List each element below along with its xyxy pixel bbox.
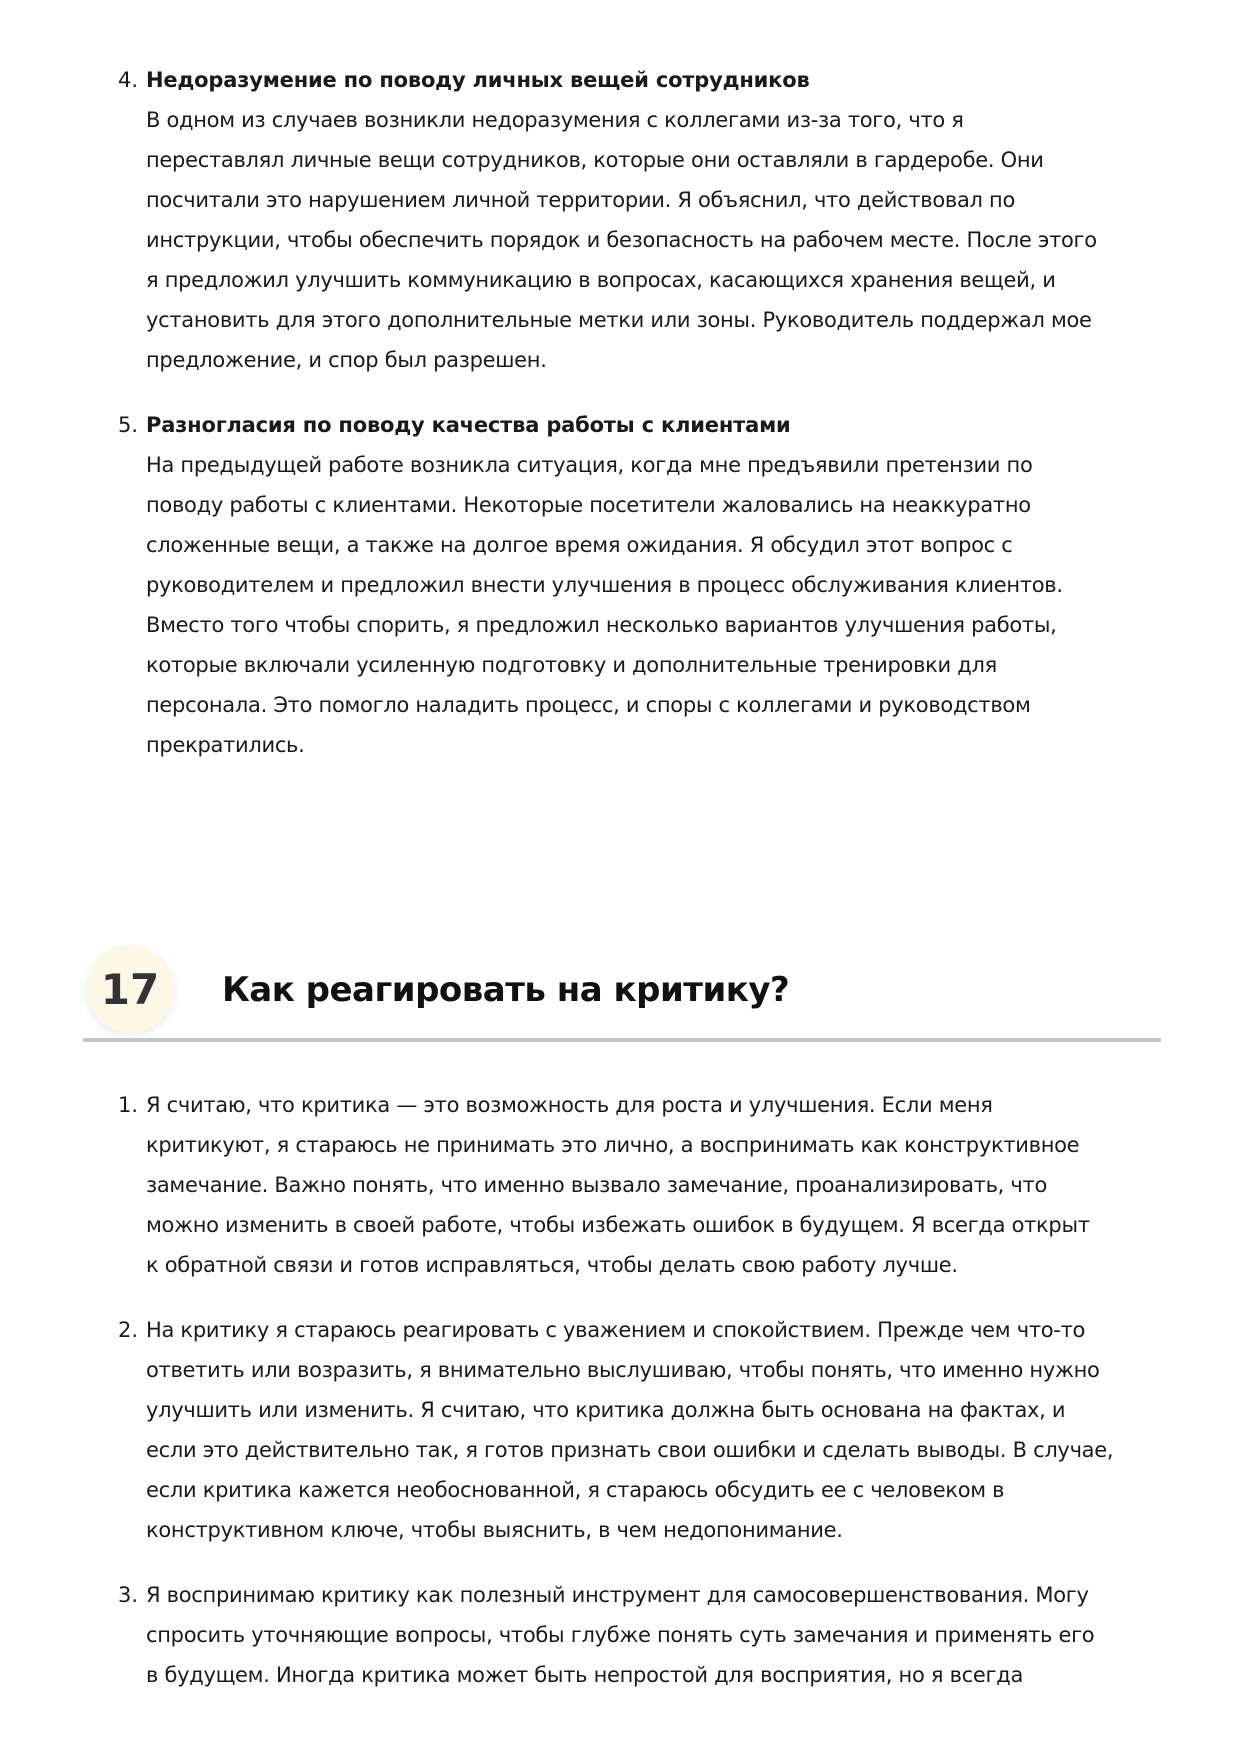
text-line: На критику я стараюсь реагировать с уважением и спокойствием. Прежде чем что-то bbox=[146, 1318, 1086, 1342]
list-item-body bbox=[146, 1310, 1178, 1550]
text-line: сложенные вещи, а также на долгое время ожидания. Я обсудил этот вопрос с bbox=[146, 533, 1013, 557]
text-line: предложение, и спор был разрешен. bbox=[146, 348, 547, 372]
list-item-body bbox=[146, 405, 1178, 765]
text-line: На предыдущей работе возникла ситуация, когда мне предъявили претензии по bbox=[146, 453, 1033, 477]
text-line: прекратились. bbox=[146, 733, 305, 757]
list-item bbox=[118, 60, 1178, 380]
text-line: улучшить или изменить. Я считаю, что критика должна быть основана на фактах, и bbox=[146, 1398, 1066, 1422]
list-item bbox=[118, 405, 1178, 765]
text-line: я предложил улучшить коммуникацию в вопросах, касающихся хранения вещей, и bbox=[146, 268, 1056, 292]
list-item-body bbox=[146, 1575, 1178, 1695]
text-line: к обратной связи и готов исправляться, чтобы делать свою работу лучше. bbox=[146, 1253, 958, 1277]
section-number-badge: 17 bbox=[86, 945, 174, 1033]
text-line: В одном из случаев возникли недоразумения с коллегами из-за того, что я bbox=[146, 108, 964, 132]
section-heading: Как реагировать на критику? bbox=[222, 970, 790, 1010]
list-item-body bbox=[146, 1085, 1178, 1285]
text-line: если критика кажется необоснованной, я стараюсь обсудить ее с человеком в bbox=[146, 1478, 1005, 1502]
text-line: персонала. Это помогло наладить процесс, и споры с коллегами и руководством bbox=[146, 693, 1031, 717]
text-line: спросить уточняющие вопросы, чтобы глубже понять суть замечания и применять его bbox=[146, 1623, 1095, 1647]
list-item bbox=[118, 1310, 1178, 1550]
list-number: 1. bbox=[118, 1093, 139, 1117]
text-line: посчитали это нарушением личной территории. Я объяснил, что действовал по bbox=[146, 188, 1016, 212]
list-number: 2. bbox=[118, 1318, 139, 1342]
text-line: поводу работы с клиентами. Некоторые посетители жаловались на неаккуратно bbox=[146, 493, 1031, 517]
text-line: ответить или возразить, я внимательно выслушиваю, чтобы понять, что именно нужно bbox=[146, 1358, 1100, 1382]
list-item-title: Недоразумение по поводу личных вещей сотрудников bbox=[146, 68, 810, 92]
list-number: 4. bbox=[118, 68, 139, 92]
text-line: в будущем. Иногда критика может быть непростой для восприятия, но я всегда bbox=[146, 1663, 1024, 1687]
section-divider bbox=[83, 1038, 1161, 1042]
list-item-body bbox=[146, 60, 1178, 380]
text-line: руководителем и предложил внести улучшения в процесс обслуживания клиентов. bbox=[146, 573, 1063, 597]
text-line: которые включали усиленную подготовку и дополнительные тренировки для bbox=[146, 653, 997, 677]
text-line: установить для этого дополнительные метки или зоны. Руководитель поддержал мое bbox=[146, 308, 1092, 332]
list-number: 5. bbox=[118, 413, 139, 437]
list-item-title: Разногласия по поводу качества работы с клиентами bbox=[146, 413, 791, 437]
list-item bbox=[118, 1575, 1178, 1695]
text-line: если это действительно так, я готов признать свои ошибки и сделать выводы. В случае, bbox=[146, 1438, 1114, 1462]
text-line: инструкции, чтобы обеспечить порядок и безопасность на рабочем месте. После этого bbox=[146, 228, 1097, 252]
list-number: 3. bbox=[118, 1583, 139, 1607]
list-item bbox=[118, 1085, 1178, 1285]
text-line: можно изменить в своей работе, чтобы избежать ошибок в будущем. Я всегда открыт bbox=[146, 1213, 1090, 1237]
text-line: критикуют, я стараюсь не принимать это лично, а воспринимать как конструктивное bbox=[146, 1133, 1080, 1157]
text-line: переставлял личные вещи сотрудников, которые они оставляли в гардеробе. Они bbox=[146, 148, 1044, 172]
text-line: Я считаю, что критика — это возможность для роста и улучшения. Если меня bbox=[146, 1093, 993, 1117]
text-line: замечание. Важно понять, что именно вызвало замечание, проанализировать, что bbox=[146, 1173, 1047, 1197]
text-line: Я воспринимаю критику как полезный инструмент для самосовершенствования. Могу bbox=[146, 1583, 1089, 1607]
text-line: конструктивном ключе, чтобы выяснить, в чем недопонимание. bbox=[146, 1518, 843, 1542]
text-line: Вместо того чтобы спорить, я предложил несколько вариантов улучшения работы, bbox=[146, 613, 1057, 637]
